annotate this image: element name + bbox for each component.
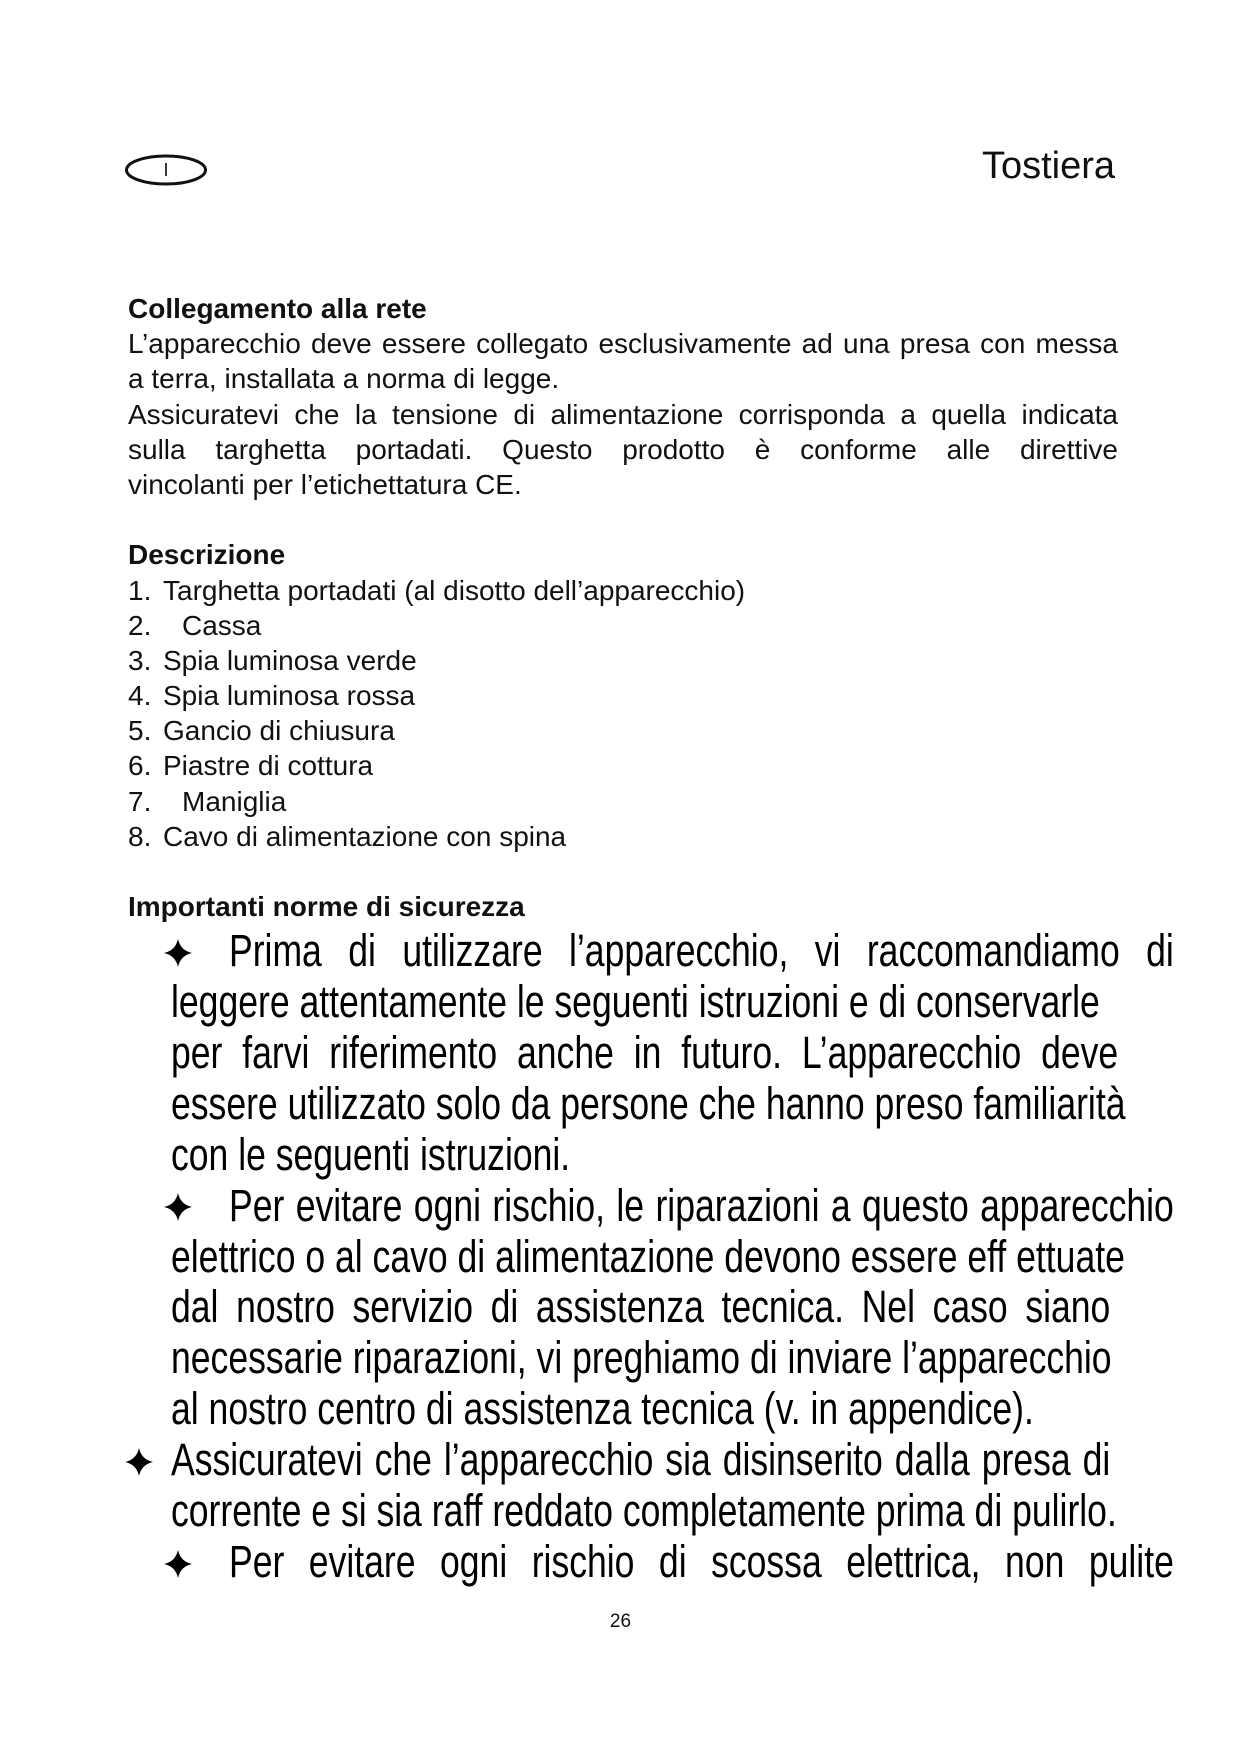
paragraph-line: vincolanti per l’etichettatura CE. bbox=[128, 468, 522, 500]
paragraph-line: L’apparecchio deve essere collegato esclusivamente ad una presa con messa bbox=[128, 328, 1118, 360]
list-item-number: 4. bbox=[128, 680, 152, 712]
list-item bbox=[128, 748, 1118, 783]
list-item-number: 3. bbox=[128, 644, 152, 676]
safety-line: Assicuratevi che l’apparecchio sia disinserito dalla presa di bbox=[171, 1434, 1111, 1485]
safety-line: al nostro centro di assistenza tecnica (v. in appendice). bbox=[171, 1383, 1034, 1434]
list-item-text: Cassa bbox=[182, 609, 262, 641]
safety-line: Per evitare ogni rischio, le riparazioni a questo apparecchio bbox=[229, 1179, 1174, 1231]
document-title: Tostiera bbox=[981, 145, 1115, 187]
list-item-text: Spia luminosa rossa bbox=[163, 680, 416, 712]
safety-line: necessarie riparazioni, vi preghiamo di inviare l’apparecchio bbox=[171, 1332, 1112, 1383]
section-heading-description: Descrizione bbox=[128, 539, 286, 571]
safety-line: con le seguenti istruzioni. bbox=[171, 1129, 571, 1180]
safety-line: leggere attentamente le seguenti istruzioni e di conservarle bbox=[171, 976, 1100, 1027]
bullet-star-icon bbox=[125, 1448, 153, 1476]
list-item bbox=[128, 608, 1118, 643]
paragraph-line: Assicuratevi che la tensione di alimentazione corrisponda a quella indicata bbox=[128, 398, 1118, 430]
bullet-star-icon bbox=[164, 939, 192, 967]
page-number: 26 bbox=[609, 1611, 632, 1632]
safety-line: essere utilizzato solo da persone che hanno preso familiarità bbox=[171, 1078, 1126, 1129]
list-item-text: Spia luminosa verde bbox=[163, 644, 417, 676]
paragraph-line: a terra, installata a norma di legge. bbox=[128, 363, 560, 395]
list-item-number: 1. bbox=[128, 574, 152, 606]
list-item bbox=[128, 713, 1118, 748]
list-item bbox=[128, 784, 1118, 819]
list-item-number: 7. bbox=[128, 785, 152, 817]
section-heading-connection: Collegamento alla rete bbox=[128, 293, 427, 324]
body-text bbox=[128, 291, 1118, 924]
list-item bbox=[128, 643, 1118, 678]
list-item-number: 6. bbox=[128, 750, 152, 782]
list-item-number: 8. bbox=[128, 820, 152, 852]
safety-line: dal nostro servizio di assistenza tecnica. Nel caso siano bbox=[171, 1281, 1111, 1332]
safety-line: corrente e si sia raff reddato completamente prima di pulirlo. bbox=[171, 1485, 1117, 1536]
bullet-star-icon bbox=[164, 1193, 192, 1221]
list-item-text: Gancio di chiusura bbox=[163, 715, 395, 747]
list-item-text: Cavo di alimentazione con spina bbox=[163, 820, 567, 852]
list-item-text: Piastre di cottura bbox=[163, 750, 374, 782]
list-item-number: 5. bbox=[128, 715, 152, 747]
safety-line: elettrico o al cavo di alimentazione devono essere eff ettuate bbox=[171, 1230, 1125, 1282]
bullet-star-icon bbox=[164, 1550, 192, 1578]
safety-line: Per evitare ogni rischio di scossa elettrica, non pulite bbox=[229, 1536, 1174, 1587]
list-item-number: 2. bbox=[128, 609, 152, 641]
language-code: I bbox=[163, 160, 169, 180]
paragraph-line: sulla targhetta portadati. Questo prodotto è conforme alle direttive bbox=[128, 433, 1118, 465]
list-item bbox=[128, 678, 1118, 713]
safety-line: Prima di utilizzare l’apparecchio, vi raccomandiamo di bbox=[229, 925, 1174, 976]
list-item-text: Targhetta portadati (al disotto dell’apparecchio) bbox=[163, 574, 746, 606]
language-badge bbox=[124, 153, 208, 187]
section-heading-safety: Importanti norme di sicurezza bbox=[128, 891, 525, 923]
list-item-text: Maniglia bbox=[182, 785, 287, 817]
list-item bbox=[128, 819, 1118, 854]
list-item bbox=[128, 573, 1118, 608]
safety-line: per farvi riferimento anche in futuro. L’apparecchio deve bbox=[171, 1027, 1119, 1078]
